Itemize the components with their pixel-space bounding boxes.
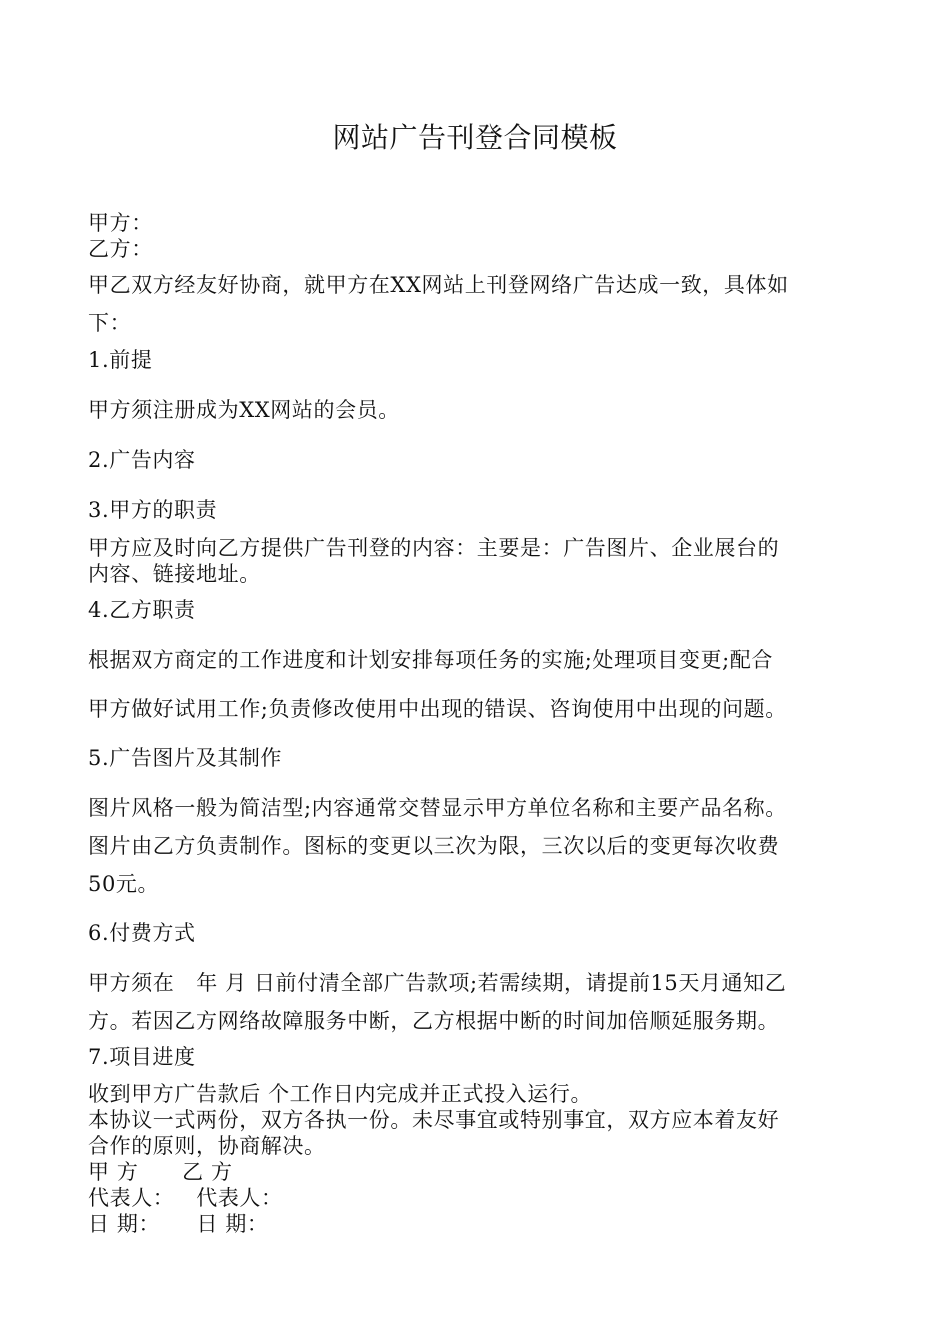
party-a-label: 甲方： (88, 211, 153, 235)
section-heading-ad-images: 5.广告图片及其制作 (88, 746, 283, 770)
intro-text-line-1: 甲乙双方经友好协商，就甲方在XX网站上刊登网络广告达成一致，具体如 (88, 273, 789, 297)
section-text-schedule-3: 合作的原则，协商解决。 (88, 1134, 326, 1158)
section-text-party-b-duties-2: 甲方做好试用工作;负责修改使用中出现的错误、咨询使用中出现的问题。 (88, 697, 787, 721)
section-text-schedule-2: 本协议一式两份，双方各执一份。未尽事宜或特别事宜，双方应本着友好 (88, 1108, 780, 1132)
section-text-schedule-1: 收到甲方广告款后 个工作日内完成并正式投入运行。 (88, 1082, 593, 1106)
section-heading-party-a-duties: 3.甲方的职责 (88, 498, 218, 522)
signature-representatives: 代表人： 代表人： (88, 1186, 283, 1210)
section-heading-ad-content: 2.广告内容 (88, 448, 196, 472)
section-heading-premise: 1.前提 (88, 348, 153, 372)
section-text-party-a-duties-2: 内容、链接地址。 (88, 562, 261, 586)
section-text-premise: 甲方须注册成为XX网站的会员。 (88, 398, 400, 422)
section-heading-payment: 6.付费方式 (88, 921, 196, 945)
signature-parties: 甲 方 乙 方 (88, 1160, 233, 1184)
section-text-payment-2: 方。若因乙方网络故障服务中断，乙方根据中断的时间加倍顺延服务期。 (88, 1009, 780, 1033)
document-title: 网站广告刊登合同模板 (332, 121, 618, 154)
party-b-label: 乙方： (88, 237, 153, 261)
signature-dates: 日 期： 日 期： (88, 1212, 269, 1236)
section-text-party-a-duties-1: 甲方应及时向乙方提供广告刊登的内容：主要是：广告图片、企业展台的 (88, 536, 780, 560)
section-text-ad-images-3: 50元。 (88, 872, 160, 896)
section-text-ad-images-1: 图片风格一般为简洁型;内容通常交替显示甲方单位名称和主要产品名称。 (88, 796, 787, 820)
section-heading-party-b-duties: 4.乙方职责 (88, 598, 196, 622)
section-text-party-b-duties-1: 根据双方商定的工作进度和计划安排每项任务的实施;处理项目变更;配合 (88, 648, 773, 672)
section-heading-schedule: 7.项目进度 (88, 1045, 196, 1069)
section-text-ad-images-2: 图片由乙方负责制作。图标的变更以三次为限，三次以后的变更每次收费 (88, 834, 780, 858)
intro-text-line-2: 下： (88, 311, 132, 335)
section-text-payment-1: 甲方须在 年 月 日前付清全部广告款项;若需续期，请提前15天月通知乙 (88, 971, 787, 995)
